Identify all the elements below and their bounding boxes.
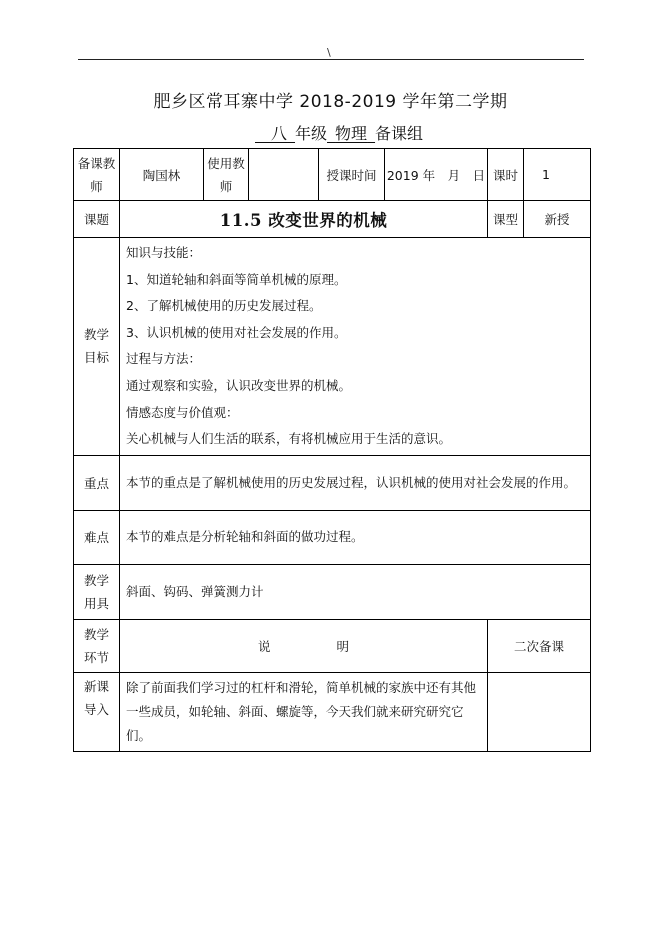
- table-row: [74, 510, 591, 564]
- type-value: 新授: [524, 201, 591, 238]
- user-teacher-value[interactable]: [249, 149, 319, 201]
- group-suffix: 备课组: [375, 124, 424, 143]
- table-row: [74, 149, 591, 201]
- topic-label: 课题: [74, 201, 120, 238]
- description-header: [120, 619, 488, 672]
- table-row: [74, 619, 591, 672]
- difficulties-text: 本节的难点是分析轮轴和斜面的做功过程。: [120, 510, 591, 564]
- goals-line: 3、认识机械的使用对社会发展的作用。: [126, 324, 347, 340]
- description-char-1: 说: [257, 638, 271, 654]
- grade-suffix: 年级: [295, 124, 328, 143]
- corner-mark: \: [327, 46, 331, 59]
- goals-line: 知识与技能：: [126, 245, 202, 260]
- goals-label: 教学目标: [74, 238, 120, 456]
- key-points-text: 本节的重点是了解机械使用的历史发展过程，认识机械的使用对社会发展的作用。: [120, 455, 591, 510]
- prep-teacher-value: 陶国林: [120, 149, 204, 201]
- goals-line: 2、了解机械使用的历史发展过程。: [126, 298, 322, 314]
- lesson-plan-table: [73, 148, 591, 752]
- goals-line: 关心机械与人们生活的联系，有将机械应用于生活的意识。: [126, 431, 452, 447]
- grade-value: 八: [271, 124, 288, 143]
- user-teacher-label: 使用教师: [204, 149, 249, 201]
- table-row: [74, 455, 591, 510]
- table-row: [74, 564, 591, 619]
- tools-label: 教学用具: [74, 564, 120, 619]
- intro-label: 新课导入: [74, 672, 120, 751]
- lesson-time-label: 授课时间: [319, 149, 385, 201]
- hours-label: 课时: [488, 149, 524, 201]
- school-term-title: 肥乡区常耳寨中学 2018-2019 学年第二学期: [153, 92, 508, 112]
- intro-text: 除了前面我们学习过的杠杆和滑轮，简单机械的家族中还有其他一些成员，如轮轴、斜面、螺旋等，今天我们就来研究研究它们。: [120, 672, 488, 751]
- group-title: [255, 121, 423, 144]
- table-row: [74, 672, 591, 751]
- process-label: 教学环节: [74, 619, 120, 672]
- goals-content: [120, 238, 591, 456]
- table-row: [74, 238, 591, 456]
- subject-value: 物理: [335, 124, 368, 143]
- type-label: 课型: [488, 201, 524, 238]
- hours-value[interactable]: 1: [524, 149, 591, 201]
- goals-line: 过程与方法：: [126, 351, 202, 367]
- intro-second-prep[interactable]: [488, 672, 591, 751]
- table-row: [74, 201, 591, 238]
- prep-teacher-label: 备课教师: [74, 149, 120, 201]
- goals-line: 情感态度与价值观：: [126, 404, 239, 420]
- key-points-label: 重点: [74, 455, 120, 510]
- lesson-time-value[interactable]: 2019 年 月 日: [385, 149, 488, 201]
- goals-line: 通过观察和实验，认识改变世界的机械。: [126, 377, 352, 393]
- tools-text: 斜面、钩码、弹簧测力计: [120, 564, 591, 619]
- header-rule: [78, 59, 584, 60]
- description-char-2: 明: [336, 638, 350, 654]
- goals-line: 1、知道轮轴和斜面等简单机械的原理。: [126, 271, 347, 287]
- difficulties-label: 难点: [74, 510, 120, 564]
- topic-value: 11.5 改变世界的机械: [120, 201, 488, 238]
- second-prep-header: 二次备课: [488, 619, 591, 672]
